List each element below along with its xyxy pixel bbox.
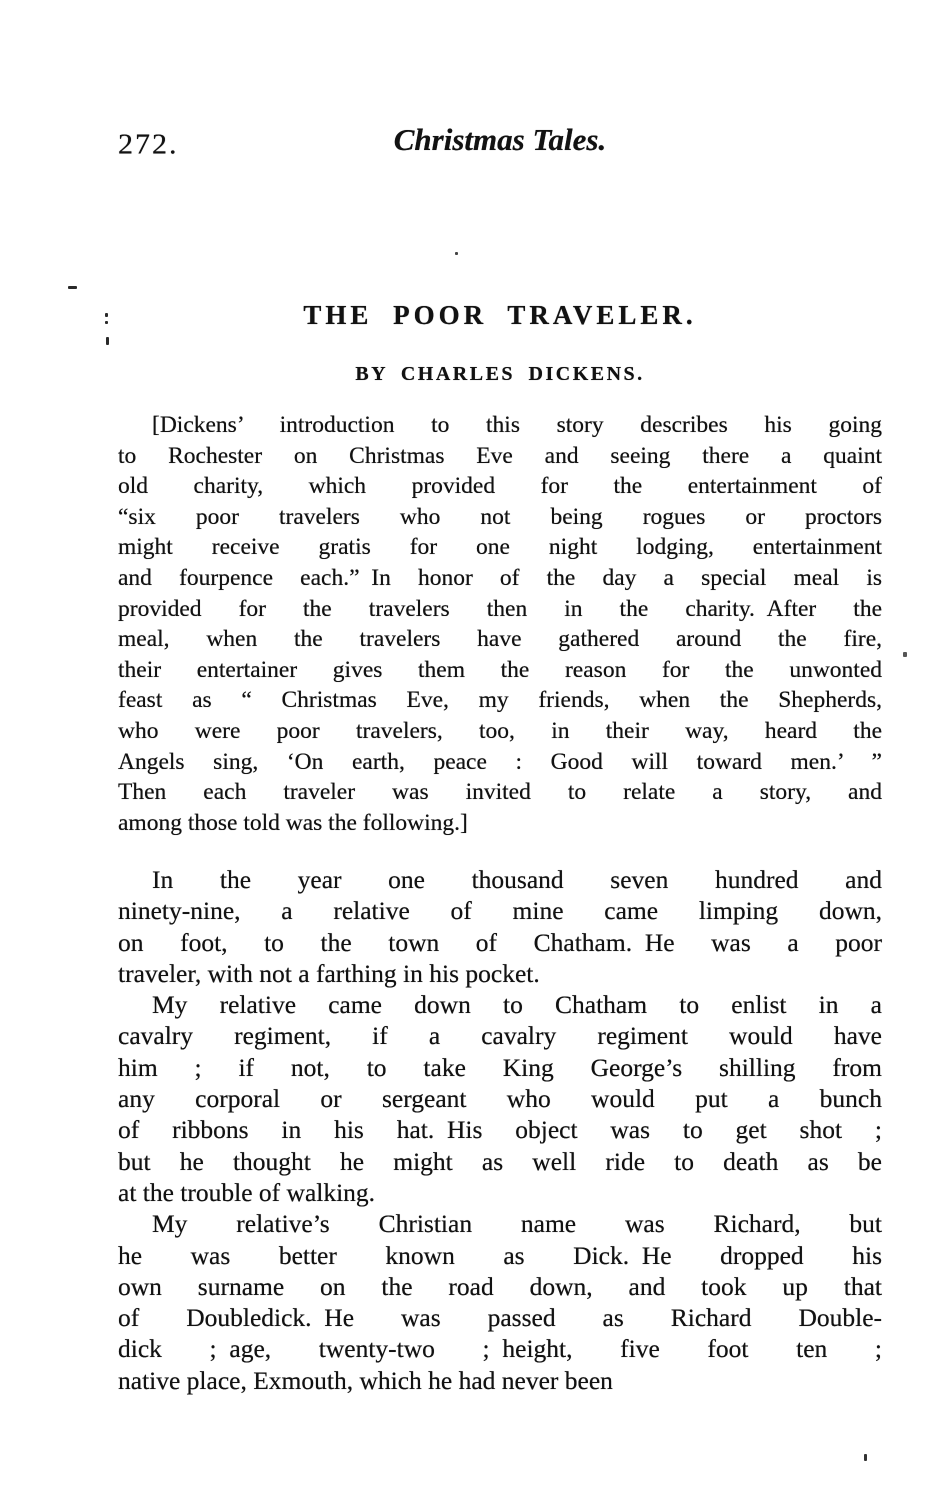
text-line: feast as “ Christmas Eve, my friends, when the Shepherds, (118, 687, 882, 714)
text-line: of Doubledick. He was passed as Richard Double- (118, 1303, 882, 1333)
scan-speck (864, 1454, 867, 1461)
text-line: native place, Exmouth, which he had never been (118, 1365, 613, 1395)
story-title: THE POOR TRAVELER. (303, 300, 697, 330)
text-line: of ribbons in his hat. His object was to get shot ; (118, 1115, 882, 1145)
text-line: among those told was the following.] (118, 809, 468, 836)
text-line: ninety-nine, a relative of mine came limping down, (118, 896, 882, 926)
scan-speck (105, 313, 108, 317)
text-line: My relative’s Christian name was Richard, but (152, 1209, 882, 1239)
text-line: My relative came down to Chatham to enlist in a (152, 990, 882, 1020)
text-line: but he thought he might as well ride to death as be (118, 1146, 882, 1176)
text-line: at the trouble of walking. (118, 1177, 376, 1207)
text-line: on foot, to the town of Chatham. He was a poor (118, 927, 882, 957)
page-header (118, 122, 882, 166)
scan-speck (106, 337, 109, 345)
byline: BY CHARLES DICKENS. (355, 363, 645, 385)
page-number: 272. (118, 128, 179, 161)
text-line: might receive gratis for one night lodging, entertainment (118, 534, 882, 561)
introduction-note (118, 410, 882, 838)
running-title: Christmas Tales. (393, 122, 607, 157)
text-line: Angels sing, ‘On earth, peace : Good will toward men.’ ” (118, 748, 882, 775)
story-body (118, 864, 882, 1396)
text-line: own surname on the road down, and took up that (118, 1271, 882, 1301)
text-line: to Rochester on Christmas Eve and seeing there a quaint (118, 442, 882, 469)
text-line: old charity, which provided for the entertainment of (118, 473, 882, 500)
scan-speck (68, 286, 77, 289)
text-line: “six poor travelers who not being rogues or proctors (118, 503, 882, 530)
scan-speck (105, 321, 108, 324)
text-line: dick ; age, twenty-two ; height, five foot ten ; (118, 1334, 882, 1364)
text-line: In the year one thousand seven hundred and (152, 865, 882, 894)
text-line: who were poor travelers, too, in their way, heard the (118, 717, 882, 744)
text-line: he was better known as Dick. He dropped his (118, 1240, 882, 1270)
text-line: any corporal or sergeant who would put a bunch (118, 1084, 882, 1114)
scan-speck (903, 652, 907, 657)
text-line: traveler, with not a farthing in his pocket. (118, 958, 540, 988)
text-line: him ; if not, to take King George’s shilling from (118, 1052, 882, 1082)
text-line: their entertainer gives them the reason for the unwonted (118, 656, 882, 683)
text-line: Then each traveler was invited to relate a story, and (118, 779, 882, 806)
text-line: and fourpence each.” In honor of the day a special meal is (118, 564, 882, 591)
text-line: provided for the travelers then in the charity. After the (118, 595, 882, 622)
text-line: meal, when the travelers have gathered around the fire, (118, 626, 882, 653)
text-line: [Dickens’ introduction to this story describes his going (152, 412, 882, 438)
scan-speck (455, 252, 458, 255)
text-line: cavalry regiment, if a cavalry regiment would have (118, 1021, 882, 1051)
